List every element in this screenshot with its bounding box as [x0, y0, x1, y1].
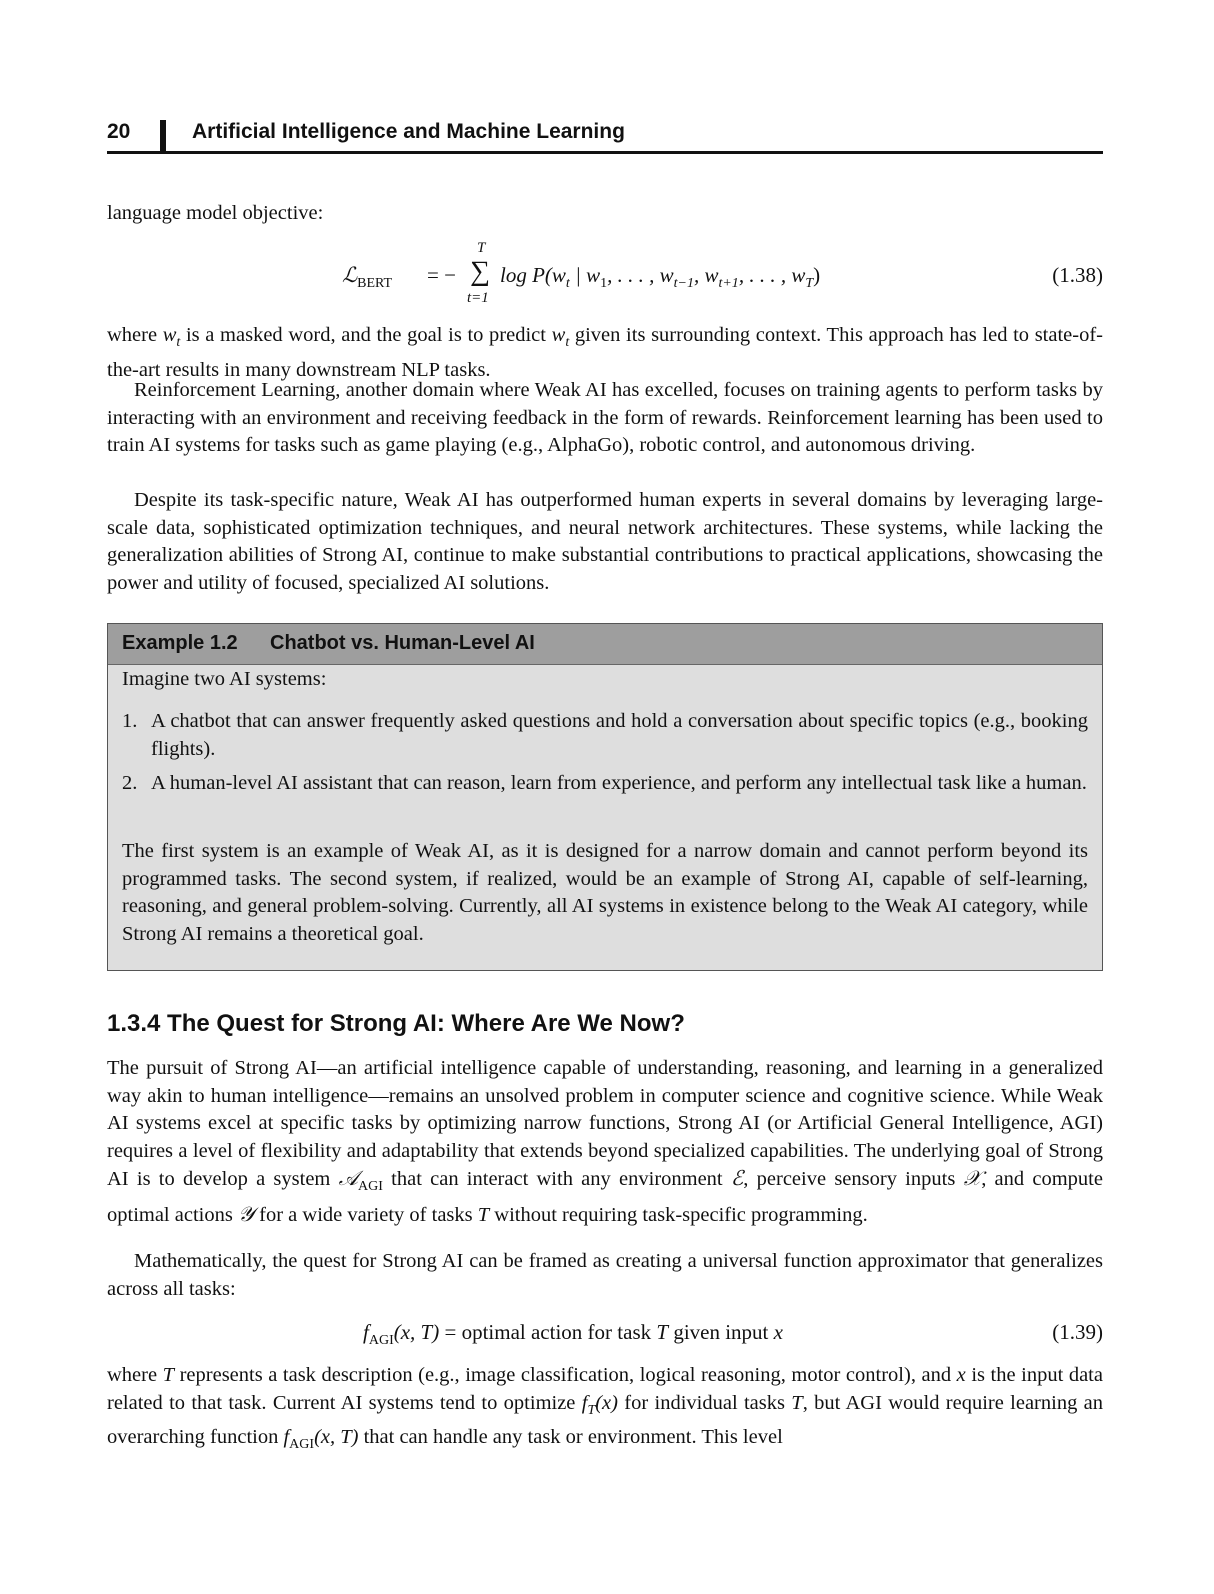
header-bar	[160, 120, 166, 152]
intro-line: language model objective:	[107, 202, 324, 224]
page-number: 20	[107, 120, 131, 143]
eq-body: $\log P(w_t$ | $w_1$, . . . , $w_{t-1}$, $w_{t+1}$, . . . , $w_T$)	[500, 263, 821, 292]
example-lead: Imagine two AI systems:	[122, 668, 327, 690]
paragraph-masked-word: where $w_t$ is a masked word, and the goal is to predict $w_t$ given its surrounding context. This approach has led to state-of-the-art results in many downstream NLP tasks.	[107, 324, 1103, 381]
section-heading: 1.3.4 The Quest for Strong AI: Where Are We Now?	[107, 1010, 685, 1037]
sum-lower: t=1	[467, 290, 489, 306]
equation-1-39	[107, 1320, 1103, 1350]
running-title: Artificial Intelligence and Machine Learning	[192, 120, 625, 143]
example-title: Chatbot vs. Human-Level AI	[270, 632, 535, 654]
sum-symbol: ∑	[470, 256, 490, 287]
paragraph-mathematically: Mathematically, the quest for Strong AI can be framed as creating a universal function approximator that generalizes across all tasks:	[107, 1250, 1103, 1300]
equation-number: (1.39)	[1052, 1320, 1103, 1344]
equation-number: (1.38)	[1052, 263, 1103, 287]
example-label: Example 1.2	[122, 632, 238, 654]
eq-equals: = −	[427, 263, 456, 287]
example-header	[108, 624, 1102, 665]
header-rule	[107, 151, 1103, 154]
eq-formula: $f_{AGI}(x$, T) = optimal action for task T given input x	[363, 1320, 783, 1349]
example-conclusion: The first system is an example of Weak AI, as it is designed for a narrow domain and cannot perform beyond its programmed tasks. The second system, if realized, would be an example of Strong AI, capable of self-learning, reasoning, and general problem-solving. Currently, all AI systems in existence belong to the Weak AI category, while Strong AI remains a theoretical goal.	[122, 840, 1088, 945]
paragraph-strong-ai: The pursuit of Strong AI—an artificial intelligence capable of understanding, reasoning, and learning in a generalized way akin to human intelligence—remains an unsolved problem in computer science and cognitive science. While Weak AI systems excel at specific tasks by optimizing narrow functions, Strong AI (or Artificial General Intelligence, AGI) requires a level of flexibility and adaptability that extends beyond specialized capabilities. The underlying goal of Strong AI is to develop a system 𝒜$_{AGI}$ that can interact with any environment ℰ, perceive sensory inputs 𝒳, and compute optimal actions 𝒴 for a wide variety of tasks T without requiring task-specific programming.	[107, 1057, 1103, 1226]
equation-1-38	[107, 240, 1103, 310]
sum-upper: T	[477, 240, 486, 256]
list-item: 1. A chatbot that can answer frequently asked questions and hold a conversation about specific topics (e.g., booking flights).	[122, 710, 1088, 760]
example-box	[107, 623, 1103, 971]
example-list	[122, 708, 1088, 805]
paragraph-reinforcement-learning: Reinforcement Learning, another domain where Weak AI has excelled, focuses on training agents to perform tasks by interacting with an environment and receiving feedback in the form of rewards. Reinforcement learning has been used to train AI systems for tasks such as game playing (e.g., AlphaGo), robotic control, and autonomous driving.	[107, 379, 1103, 456]
list-item: 2. A human-level AI assistant that can reason, learn from experience, and perform any intellectual task like a human.	[122, 772, 1087, 794]
paragraph-task-description: where T represents a task description (e.g., image classification, logical reasoning, motor control), and x is the input data related to that task. Current AI systems tend to optimize $f_T(x)$ for individual tasks T, but AGI would require learning an overarching function $f_{AGI}(x$, T) that can handle any task or environment. This level	[107, 1364, 1103, 1453]
eq-lhs: ℒ$_{BERT}$	[342, 263, 393, 292]
running-header	[107, 112, 1103, 152]
paragraph-weak-ai: Despite its task-specific nature, Weak AI has outperformed human experts in several domains by leveraging large-scale data, sophisticated optimization techniques, and neural network architectures. These systems, while lacking the generalization abilities of Strong AI, continue to make substantial contributions to practical applications, showcasing the power and utility of focused, specialized AI solutions.	[107, 489, 1103, 594]
